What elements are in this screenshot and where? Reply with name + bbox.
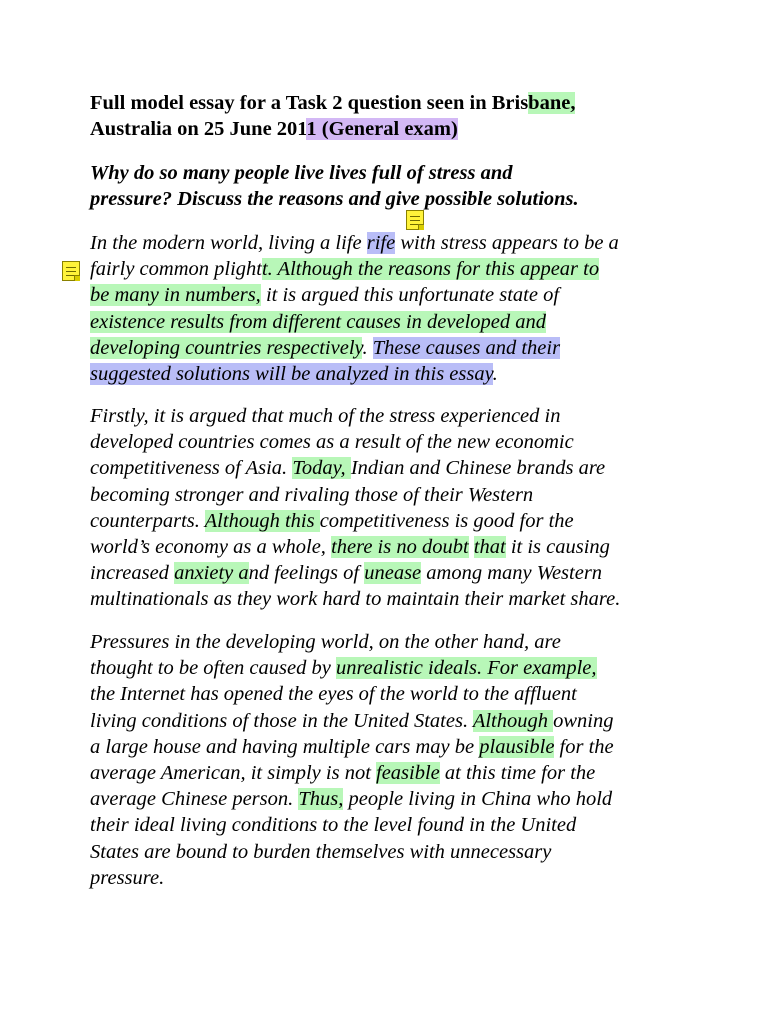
paragraph-line <box>90 812 710 838</box>
question-line-1: Why do so many people live lives full of stress and <box>90 162 513 184</box>
highlight-green: feasible <box>376 762 440 785</box>
text-run: nd feelings of <box>248 562 365 585</box>
text-run: In the modern world, living a life <box>90 232 367 254</box>
text-run: Pressures in the developing world, on the other hand, are <box>90 631 561 653</box>
paragraph-line <box>90 482 710 508</box>
paragraph-line <box>90 335 710 361</box>
paragraph-line <box>90 455 710 481</box>
title-line-1 <box>90 90 710 116</box>
title-text: Australia on 25 June 201 <box>90 118 307 140</box>
highlight-green: that <box>473 536 506 559</box>
document-title <box>90 90 710 142</box>
text-run: . <box>492 363 498 386</box>
text-run: Indian and Chinese brands are <box>350 457 606 480</box>
text-run: fairly common plight <box>90 258 262 281</box>
sticky-note-icon[interactable] <box>406 210 424 230</box>
paragraph-line <box>90 681 710 707</box>
text-run: world’s economy as a whole, <box>90 536 332 559</box>
text-run: average American, it simply is not <box>90 762 377 785</box>
text-run: among many Western <box>421 562 603 585</box>
text-run: their ideal living conditions to the level found in the United <box>90 814 577 837</box>
paragraph-line <box>90 429 710 455</box>
text-run: the Internet has opened the eyes of the world to the affluent <box>90 683 577 706</box>
text-run: it is argued this unfortunate state of <box>260 284 560 307</box>
paragraph-body-1 <box>90 403 710 613</box>
text-run: counterparts. <box>90 509 205 532</box>
question-line-2: pressure? Discuss the reasons and give possible solutions. <box>90 188 579 210</box>
text-run: competitiveness is good for the <box>319 509 574 532</box>
text-run: at this time for the <box>439 762 596 785</box>
text-run: States are bound to burden themselves with unnecessary <box>90 840 552 863</box>
highlight-green: plausible <box>479 735 555 758</box>
highlight-green: anxiety a <box>174 562 249 585</box>
text-run: people living in China who hold <box>343 788 613 811</box>
highlight-purple: 1 (General exam) <box>306 118 458 140</box>
text-run: owning <box>553 709 614 732</box>
paragraph-line <box>90 629 710 655</box>
paragraph-line <box>90 534 710 560</box>
text-run: increased <box>90 562 175 585</box>
paragraph-line <box>90 403 710 429</box>
paragraph-line <box>90 560 710 586</box>
highlight-green: Although <box>472 709 554 732</box>
highlight-green: t. Although the reasons for this appear to <box>261 258 600 281</box>
text-run: . <box>362 336 373 359</box>
highlight-green: unrealistic ideals. For example, <box>335 657 597 680</box>
paragraph-introduction <box>90 230 710 387</box>
paragraph-line <box>90 230 710 256</box>
highlight-green: there is no doubt <box>331 536 469 559</box>
essay-question <box>90 160 710 212</box>
text-run: competitiveness of Asia. <box>90 457 293 480</box>
paragraph-line <box>90 361 710 387</box>
highlight-blue: suggested solutions will be analyzed in this essay <box>90 363 493 386</box>
paragraph-line <box>90 708 710 734</box>
highlight-blue: rife <box>366 232 396 254</box>
title-line-2 <box>90 116 710 142</box>
paragraph-line <box>90 586 710 612</box>
text-run: Firstly, it is argued that much of the stress experienced in <box>90 405 561 427</box>
highlight-green: be many in numbers, <box>90 284 261 307</box>
paragraph-line <box>90 734 710 760</box>
text-run: average Chinese person. <box>90 788 299 811</box>
text-run: it is causing <box>505 536 610 559</box>
highlight-green: Thus, <box>298 788 344 811</box>
paragraph-body-2 <box>90 629 710 891</box>
paragraph-line <box>90 256 710 282</box>
text-run: multinationals as they work hard to maintain their market share. <box>90 588 621 611</box>
paragraph-line <box>90 309 710 335</box>
paragraph-line <box>90 786 710 812</box>
highlight-green: unease <box>364 562 422 585</box>
text-run: a large house and having multiple cars may be <box>90 735 480 758</box>
highlight-green: existence results from different causes in developed and <box>90 310 547 333</box>
highlight-green: Although this <box>204 509 320 532</box>
text-run: for the <box>554 735 614 758</box>
highlight-green: Today, <box>292 457 351 480</box>
text-run: becoming stronger and rivaling those of their Western <box>90 483 534 506</box>
title-text: Full model essay for a Task 2 question seen in Bris <box>90 92 529 114</box>
highlight-blue: These causes and their <box>372 336 561 359</box>
text-run: pressure. <box>90 866 165 889</box>
paragraph-line <box>90 508 710 534</box>
text-run: thought to be often caused by <box>90 657 336 680</box>
paragraph-line <box>90 839 710 865</box>
highlight-green: bane, <box>528 92 576 114</box>
sticky-note-icon[interactable] <box>62 261 80 281</box>
paragraph-line <box>90 760 710 786</box>
highlight-green: developing countries respectively <box>90 336 363 359</box>
text-run: living conditions of those in the United States. <box>90 709 473 732</box>
paragraph-line <box>90 282 710 308</box>
text-run: with stress appears to be a <box>395 232 619 254</box>
text-run: developed countries comes as a result of the new economic <box>90 431 574 454</box>
paragraph-line <box>90 865 710 891</box>
paragraph-line <box>90 655 710 681</box>
